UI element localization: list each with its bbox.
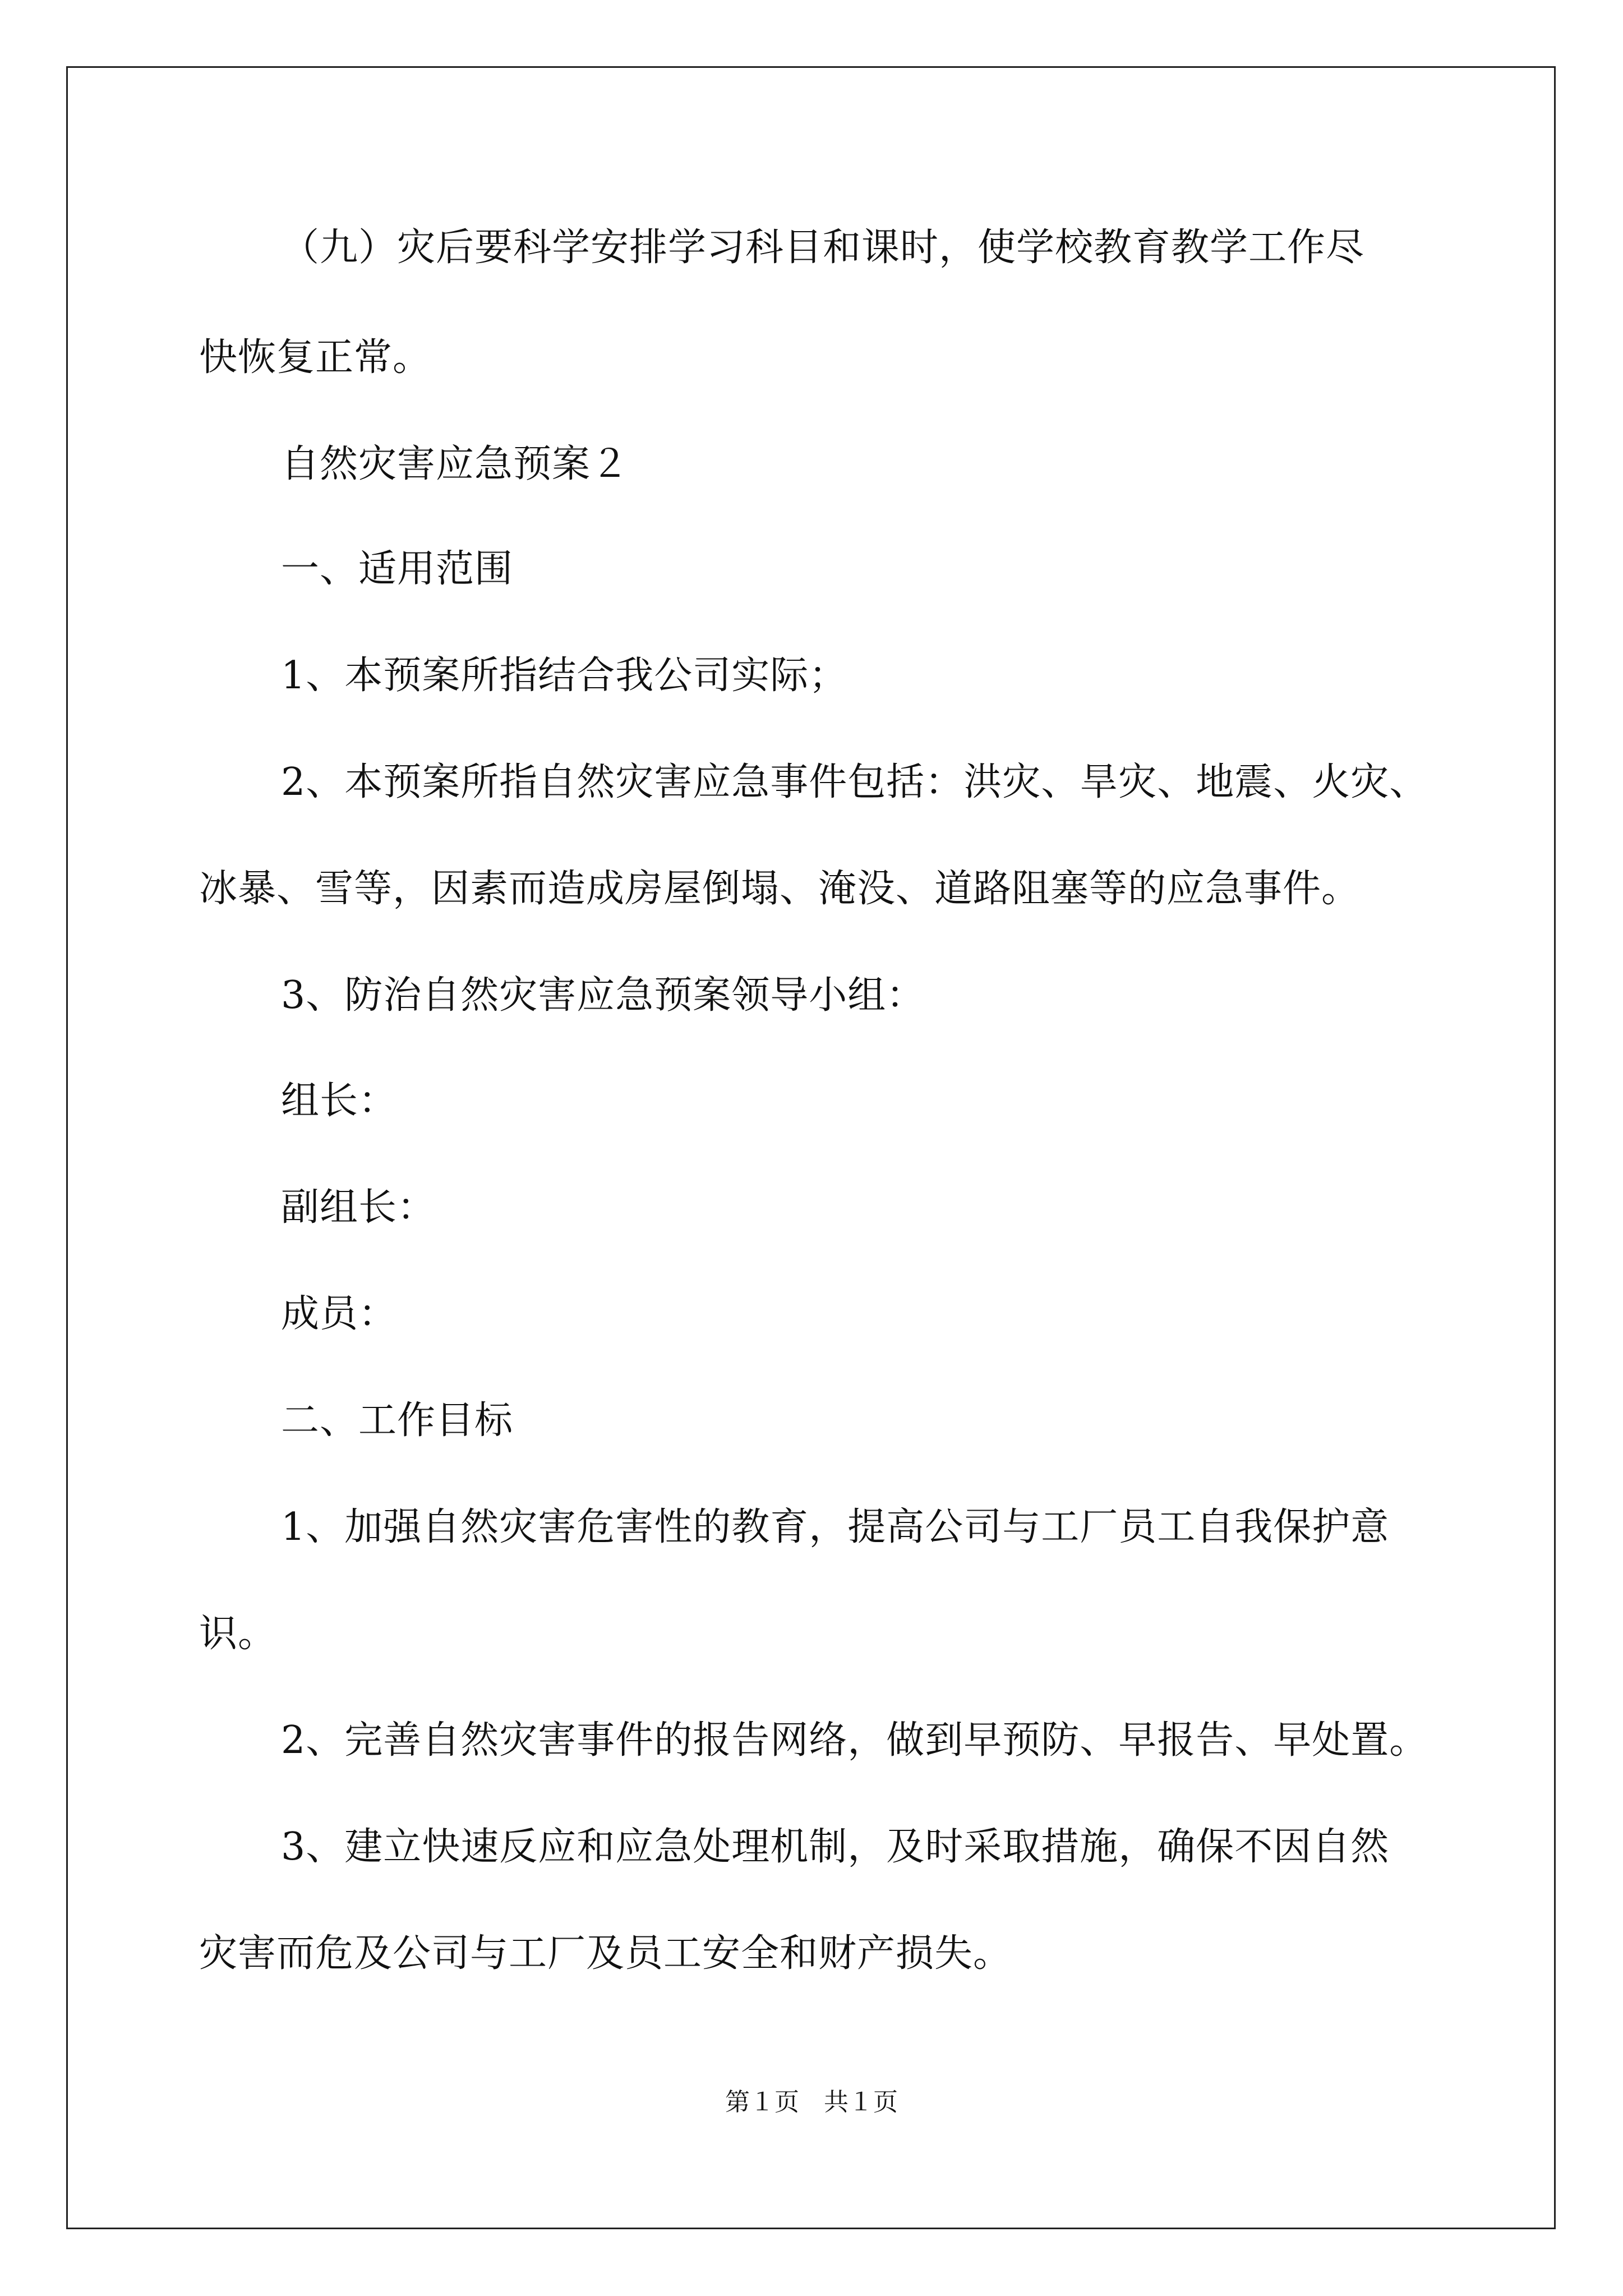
- section-title: 自然灾害应急预案２: [281, 442, 630, 486]
- text-line: 快恢复正常。: [199, 335, 432, 380]
- text-line: 灾害而危及公司与工厂及员工安全和财产损失。: [199, 1931, 1012, 1976]
- text-line: 1、加强自然灾害危害性的教育，提高公司与工厂员工自我保护意: [281, 1505, 1390, 1549]
- text-line: 冰暴、雪等，因素而造成房屋倒塌、淹没、道路阻塞等的应急事件。: [199, 867, 1361, 911]
- text-line: 成员：: [281, 1292, 398, 1336]
- page-footer: 第１页 共１页: [725, 2088, 898, 2116]
- text-line: 1、本预案所指结合我公司实际；: [281, 654, 848, 698]
- text-line: 识。: [199, 1612, 277, 1656]
- heading: 一、适用范围: [281, 547, 514, 591]
- text-line: 副组长：: [281, 1185, 436, 1230]
- heading: 二、工作目标: [281, 1398, 514, 1443]
- text-line: 3、建立快速反应和应急处理机制，及时采取措施，确保不因自然: [281, 1825, 1390, 1869]
- page-border: [66, 66, 1556, 2229]
- text-line: 3、防治自然灾害应急预案领导小组：: [281, 973, 925, 1018]
- text-line: 组长：: [281, 1079, 398, 1123]
- text-line: 2、完善自然灾害事件的报告网络，做到早预防、早报告、早处置。: [281, 1718, 1428, 1763]
- text-line: 2、本预案所指自然灾害应急事件包括：洪灾、旱灾、地震、火灾、: [281, 760, 1428, 804]
- text-line: （九）灾后要科学安排学习科目和课时，使学校教育教学工作尽: [281, 226, 1365, 270]
